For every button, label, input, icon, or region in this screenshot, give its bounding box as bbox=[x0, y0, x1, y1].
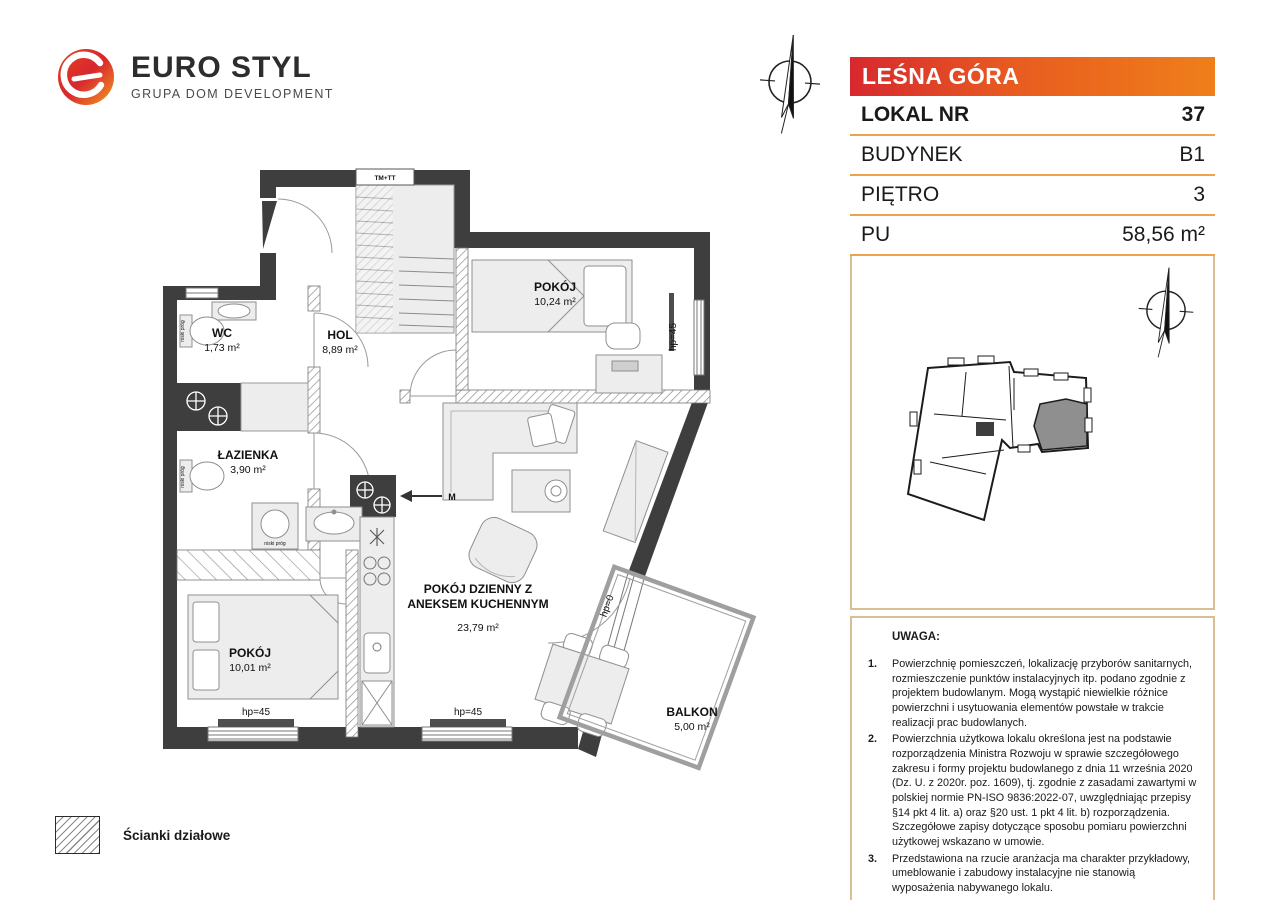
note-item-3: 3. Przedstawiona na rzucie aranżacja ma charakter przykładowy, umeblowanie i zabudowy instalacyjne nie stanowią wyposażenia nabywanego lokalu. bbox=[868, 852, 1199, 896]
eurostyl-logo-icon bbox=[55, 46, 117, 108]
wc-fixtures bbox=[180, 302, 256, 347]
budynek-label: BUDYNEK bbox=[861, 143, 963, 166]
north-compass-icon-small bbox=[1135, 262, 1197, 371]
kitchen-shaft bbox=[350, 475, 442, 517]
room-label-pokoj-top: POKÓJ bbox=[533, 280, 577, 294]
room-area-hol: 8,89 m² bbox=[322, 344, 358, 356]
partition-wall-swatch bbox=[55, 816, 100, 854]
budynek-value: B1 bbox=[1179, 143, 1205, 166]
notes-title: UWAGA: bbox=[892, 631, 940, 643]
info-row-pu bbox=[850, 216, 1215, 256]
plumbing-shaft bbox=[177, 383, 308, 431]
note-text-1: Powierzchnię pomieszczeń, lokalizację przyborów sanitarnych, rozmieszczenie punktów instalacyjnych itp. podano zgodnie z projektem budowlanym. Mogą wystąpić niewielkie różnice powierzchni i usytuowania elementów powstałe w trakcie realizacji prac budowlanych. bbox=[892, 658, 1193, 729]
info-row-budynek bbox=[850, 136, 1215, 176]
room-area-wc: 1,73 m² bbox=[204, 342, 240, 354]
room-label-balkon: BALKON bbox=[666, 705, 718, 719]
note-item-2: 2. Powierzchnia użytkowa lokalu określona jest na podstawie rozporządzenia Ministra Rozwoju w sprawie szczegółowego zakresu i formy projektu budowlanego z dnia 11 września 2020 (Dz. U. z 2020r. poz. 1609), tj. zgodnie z zasadami zawartymi w polskiej normie PN-ISO 9836:2022-07, uwzględniając przepisy §14 pkt 4 lit. a) oraz §20 ust. 1 pkt 4 lit. b) rozporządzenia. Szczegółowe zapisy dotyczące sposobu pomiaru powierzchni użytkowej wskazano w umowie. bbox=[868, 732, 1199, 849]
project-name: LEŚNA GÓRA bbox=[862, 63, 1020, 89]
bathroom-fixtures bbox=[180, 460, 362, 549]
info-row-lokal bbox=[850, 96, 1215, 136]
hp-label-balcony-door: hp=0 bbox=[598, 593, 617, 619]
notes-box bbox=[850, 616, 1215, 900]
room-area-pokoj-top: 10,24 m² bbox=[534, 296, 576, 308]
room-label-living-1: POKÓJ DZIENNY Z bbox=[423, 582, 533, 596]
highlighted-unit bbox=[1034, 399, 1087, 450]
threshold-label-washer: niski próg bbox=[264, 541, 286, 547]
north-compass-icon bbox=[756, 30, 824, 147]
staircase bbox=[356, 169, 454, 333]
room-label-hol: HOL bbox=[327, 328, 353, 342]
threshold-label-bath: niski próg bbox=[180, 466, 186, 488]
project-name-bar bbox=[850, 57, 1215, 96]
hp-label-right: hp=45 bbox=[668, 322, 679, 352]
room-label-pokoj-bottom: POKÓJ bbox=[228, 646, 272, 660]
room-area-living: 23,79 m² bbox=[457, 622, 499, 634]
stairs-label: TM+TT bbox=[374, 175, 396, 182]
room-label-wc: WC bbox=[212, 326, 232, 340]
kitchen-counter bbox=[360, 517, 394, 727]
legend bbox=[55, 816, 230, 854]
room-area-lazienka: 3,90 m² bbox=[230, 464, 266, 476]
unit-info-panel bbox=[850, 57, 1215, 900]
room-label-lazienka: ŁAZIENKA bbox=[217, 448, 279, 462]
eurostyl-logo bbox=[55, 46, 334, 108]
note-text-2: Powierzchnia użytkowa lokalu określona jest na podstawie rozporządzenia Ministra Rozwoju w sprawie szczegółowego zakresu i formy projektu budowlanego z dnia 11 września 2020 (Dz. U. z 2020r. poz. 1609), tj. zgodnie z zasadami zawartymi w polskiej normie PN-ISO 9836:2022-07, uwzględniając przepisy §14 pkt 4 lit. a) oraz §20 ust. 1 pkt 4 lit. b) rozporządzenia. Szczegółowe zapisy dotyczące sposobu pomiaru powierzchni użytkowej wskazano w umowie. bbox=[892, 733, 1197, 849]
logo-subtitle: GRUPA DOM DEVELOPMENT bbox=[131, 86, 334, 101]
lokal-label: LOKAL NR bbox=[861, 103, 970, 126]
note-text-3: Przedstawiona na rzucie aranżacja ma charakter przykładowy, umeblowanie i zabudowy instalacyjne nie stanowią wyposażenia nabywanego lokalu. bbox=[892, 852, 1191, 895]
room-area-balkon: 5,00 m² bbox=[674, 721, 710, 733]
hp-label-bottom-center: hp=45 bbox=[453, 707, 483, 718]
pietro-value: 3 bbox=[1193, 183, 1205, 206]
building-overview-map bbox=[890, 352, 1120, 547]
logo-title: EURO STYL bbox=[131, 51, 312, 84]
pu-label: PU bbox=[861, 223, 891, 246]
threshold-label-wc: niski próg bbox=[180, 320, 186, 342]
lokal-value: 37 bbox=[1181, 103, 1205, 126]
floor-plan bbox=[160, 165, 820, 785]
room-label-living-2: ANEKSEM KUCHENNYM bbox=[407, 597, 549, 611]
hp-label-bottom-left: hp=45 bbox=[241, 707, 271, 718]
building-overview-box bbox=[850, 256, 1215, 610]
note-item-1: 1. Powierzchnię pomieszczeń, lokalizację przyborów sanitarnych, rozmieszczenie punktów instalacyjnych itp. podano zgodnie z projektem budowlanym. Mogą wystąpić niewielkie różnice powierzchni i usytuowania elementów powstałe w trakcie realizacji prac budowlanych. bbox=[868, 657, 1199, 730]
entrance-door bbox=[260, 198, 332, 253]
room-area-pokoj-bottom: 10,01 m² bbox=[229, 662, 271, 674]
pietro-label: PIĘTRO bbox=[861, 183, 940, 206]
legend-label: Ścianki działowe bbox=[123, 827, 231, 843]
info-row-pietro bbox=[850, 176, 1215, 216]
pu-value: 58,56 m² bbox=[1122, 223, 1205, 246]
vent-symbol: M bbox=[448, 492, 456, 502]
